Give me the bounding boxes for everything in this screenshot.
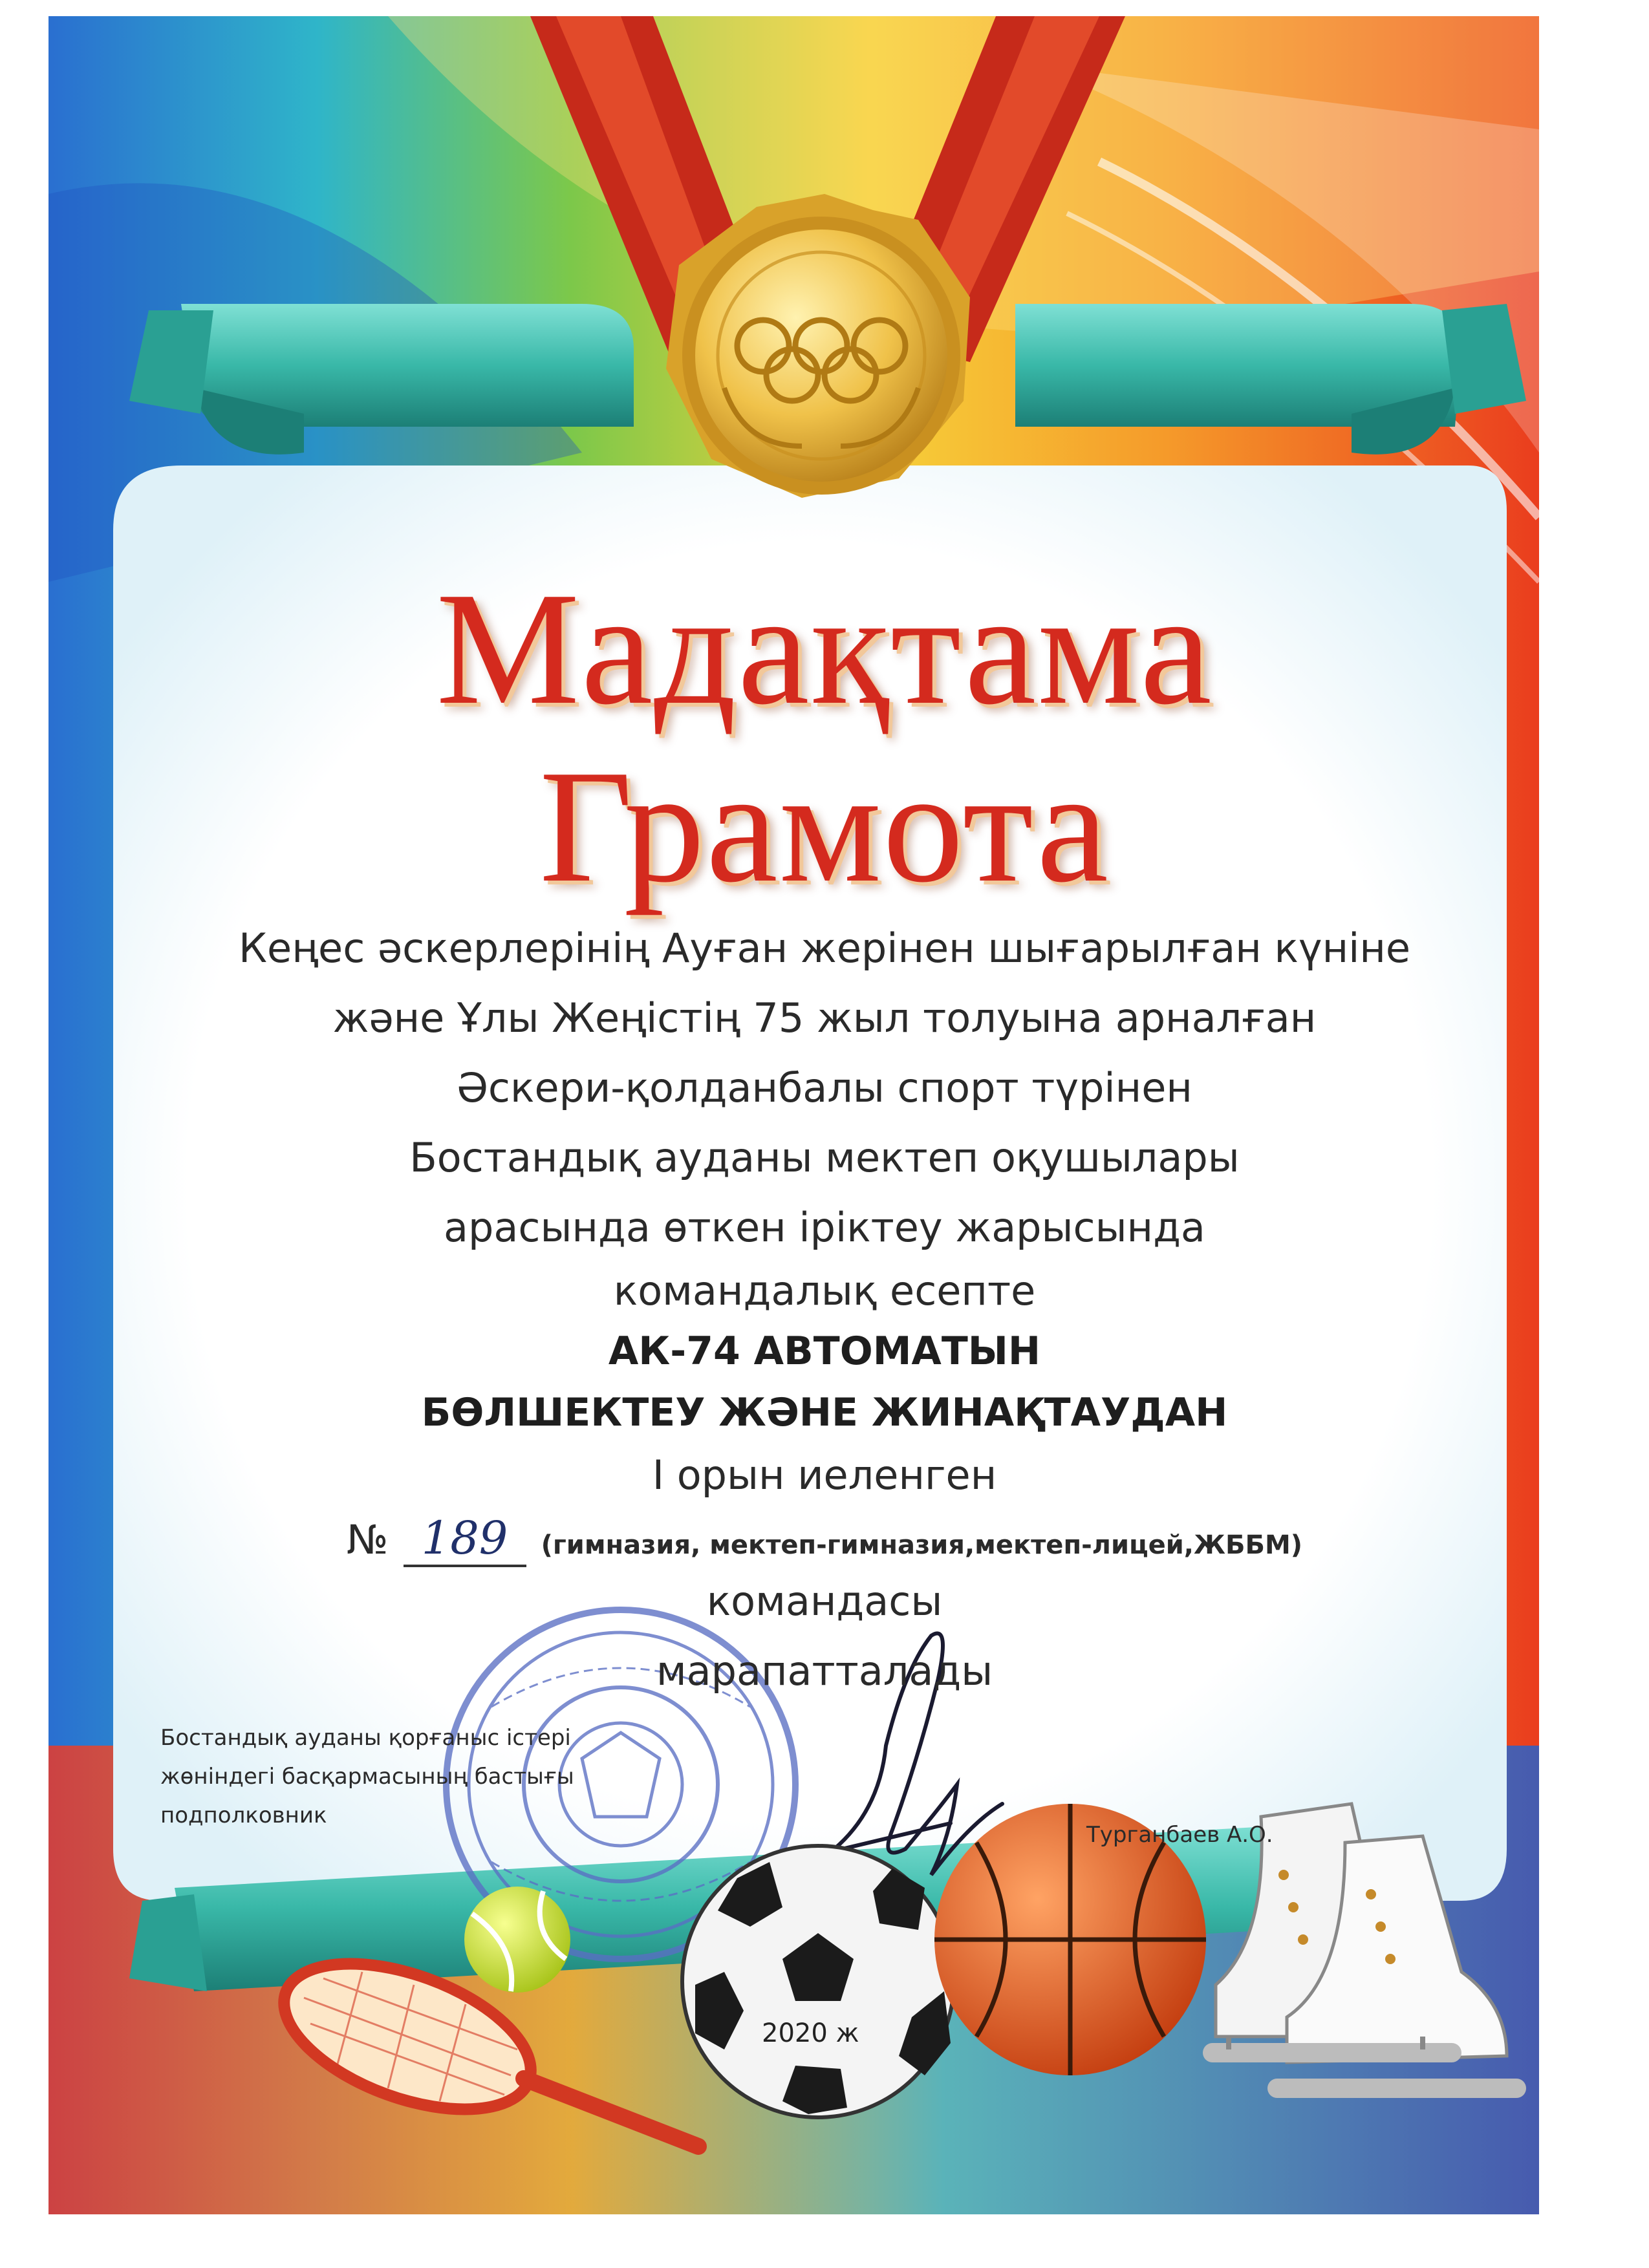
place-line: І орын иеленген (652, 1451, 997, 1499)
soccer-ball-icon (682, 1846, 954, 2117)
signer-title-line-2: жөніндегі басқармасының бастығы (160, 1764, 574, 1790)
team-line: командасы (706, 1578, 943, 1625)
school-type-note: (гимназия, мектеп-гимназия,мектеп-лицей,ЖББМ) (541, 1530, 1303, 1560)
title-kazakh: Мадақтама (436, 559, 1213, 738)
signer-name: Турганбаев А.О. (1086, 1822, 1273, 1848)
body-line-6: командалық есепте (613, 1267, 1036, 1314)
tennis-ball-icon (464, 1887, 570, 1993)
title-russian: Грамота (539, 737, 1110, 916)
school-number: 189 (404, 1512, 526, 1567)
discipline-line-2: БӨЛШЕКТЕУ ЖӘНЕ ЖИНАҚТАУДАН (421, 1390, 1228, 1435)
body-line-5: арасында өткен іріктеу жарысында (444, 1204, 1205, 1251)
signer-title-line-1: Бостандық ауданы қорғаныс істері (160, 1725, 571, 1751)
school-number-row (0, 1512, 1649, 1567)
body-line-2: және Ұлы Жеңістің 75 жыл толуына арналған (332, 994, 1317, 1042)
body-line-3: Әскери-қолданбалы спорт түрінен (457, 1064, 1192, 1111)
number-sign: № (346, 1516, 389, 1563)
certificate-year: 2020 ж (762, 2018, 859, 2048)
discipline-line-1: АК-74 АВТОМАТЫН (608, 1329, 1041, 1374)
body-line-1: Кеңес әскерлерінің Ауған жерінен шығарылған күніне (238, 925, 1411, 972)
body-line-4: Бостандық ауданы мектеп оқушылары (409, 1134, 1240, 1181)
signer-title-line-3: подполковник (160, 1803, 327, 1828)
awarded-line: марапатталады (656, 1647, 993, 1695)
